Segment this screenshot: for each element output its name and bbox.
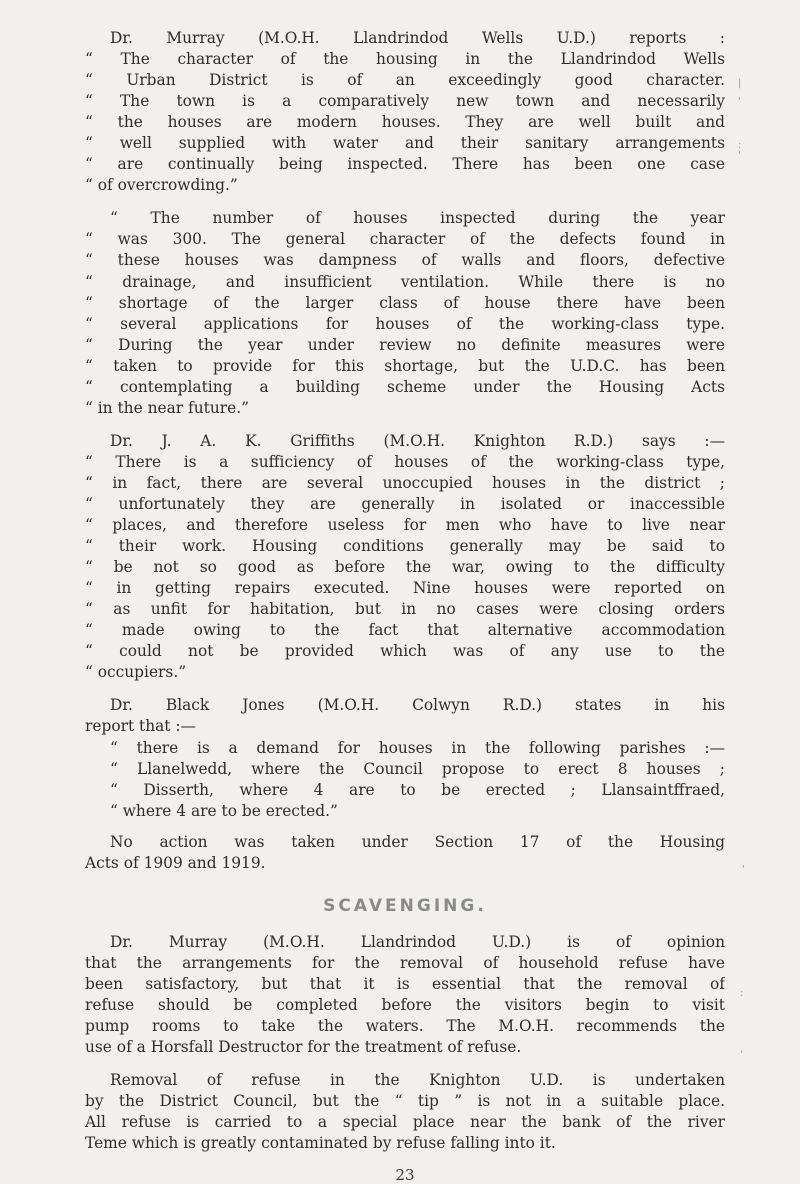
- paragraph-knighton-refuse: [85, 1070, 725, 1154]
- text-line: by the District Council, but the “ tip ” is not in a suitable place.: [85, 1092, 725, 1111]
- text-line: “ The town is a comparatively new town and necessarily: [85, 92, 725, 111]
- text-line: “ There is a sufficiency of houses of the working-class type,: [85, 452, 725, 471]
- paragraph-murray-housing: [85, 28, 725, 196]
- text-line: All refuse is carried to a special place near the bank of the river: [85, 1113, 725, 1132]
- text-line: “ several applications for houses of the working-class type.: [85, 314, 725, 333]
- text-line: Dr. J. A. K. Griffiths (M.O.H. Knighton R.D.) says :—: [110, 431, 725, 450]
- margin-tick-mark: ': [738, 150, 741, 161]
- text-line: “ in the near future.”: [85, 398, 249, 417]
- margin-tick-mark: ,: [740, 1044, 744, 1055]
- text-line: Dr. Murray (M.O.H. Llandrindod Wells U.D.) reports :: [110, 29, 725, 47]
- text-line: “ taken to provide for this shortage, but the U.D.C. has been: [85, 356, 725, 375]
- text-line: “ of overcrowding.”: [85, 176, 238, 195]
- text-line: “ occupiers.”: [85, 663, 187, 682]
- paragraph-housing-acts: [85, 832, 725, 874]
- text-line: “ the houses are modern houses. They are well built and: [85, 113, 725, 132]
- text-line: use of a Horsfall Destructor for the treatment of refuse.: [85, 1038, 522, 1057]
- page-number: 23: [395, 1166, 415, 1184]
- text-line: been satisfactory, but that it is essential that the removal of: [85, 974, 725, 993]
- paragraph-griffiths-knighton: [85, 431, 725, 684]
- text-line: “ drainage, and insufficient ventilation. While there is no: [85, 272, 725, 291]
- document-page: [85, 28, 725, 1184]
- margin-tick-mark: :: [740, 988, 744, 999]
- text-line: “ their work. Housing conditions generally may be said to: [85, 537, 725, 556]
- text-line: “ was 300. The general character of the defects found in: [85, 230, 725, 249]
- text-line: “ The character of the housing in the Llandrindod Wells: [85, 50, 725, 69]
- text-line: “ made owing to the fact that alternative accommodation: [85, 621, 725, 640]
- section-heading-scavenging: SCAVENGING.: [323, 895, 487, 916]
- text-line: “ Urban District is of an exceedingly good character.: [85, 71, 725, 90]
- text-line: “ where 4 are to be erected.”: [110, 801, 338, 820]
- text-line: refuse should be completed before the visitors begin to visit: [85, 995, 725, 1014]
- text-line: “ shortage of the larger class of house there have been: [85, 293, 725, 312]
- text-line: “ in fact, there are several unoccupied houses in the district ;: [85, 473, 725, 492]
- text-line: “ these houses was dampness of walls and floors, defective: [85, 251, 725, 270]
- text-line: “ contemplating a building scheme under the Housing Acts: [85, 377, 725, 396]
- margin-tick-mark: |: [738, 78, 742, 89]
- text-line: “ in getting repairs executed. Nine houses were reported on: [85, 579, 725, 598]
- text-line: “ could not be provided which was of any use to the: [85, 642, 725, 661]
- text-line: Dr. Black Jones (M.O.H. Colwyn R.D.) states in his: [110, 696, 725, 715]
- text-line: Dr. Murray (M.O.H. Llandrindod U.D.) is of opinion: [110, 932, 725, 951]
- margin-tick-mark: :: [738, 140, 742, 151]
- text-line: pump rooms to take the waters. The M.O.H. recommends the: [85, 1016, 725, 1035]
- text-line: Teme which is greatly contaminated by refuse falling into it.: [85, 1134, 556, 1153]
- text-line: Removal of refuse in the Knighton U.D. is undertaken: [110, 1071, 725, 1090]
- text-line: that the arrangements for the removal of household refuse have: [85, 953, 725, 972]
- margin-tick-mark: ': [742, 864, 745, 875]
- text-line: “ there is a demand for houses in the following parishes :—: [110, 738, 725, 757]
- text-line: “ places, and therefore useless for men who have to live near: [85, 516, 725, 535]
- margin-tick-mark: ': [738, 96, 741, 107]
- text-line: “ as unfit for habitation, but in no cases were closing orders: [85, 600, 725, 619]
- text-line: No action was taken under Section 17 of the Housing: [110, 832, 725, 851]
- paragraph-houses-inspected: [85, 208, 725, 418]
- text-line: “ are continually being inspected. There has been one case: [85, 155, 725, 174]
- paragraph-black-jones-colwyn: [85, 695, 725, 821]
- text-line: “ Disserth, where 4 are to be erected ; Llansaintffraed,: [110, 780, 725, 799]
- text-line: Acts of 1909 and 1919.: [85, 853, 266, 872]
- text-line: “ well supplied with water and their sanitary arrangements: [85, 134, 725, 153]
- text-line: “ Llanelwedd, where the Council propose to erect 8 houses ;: [110, 759, 725, 778]
- text-line: report that :—: [85, 717, 196, 736]
- text-line: “ During the year under review no definite measures were: [85, 335, 725, 354]
- text-line: “ The number of houses inspected during the year: [110, 209, 725, 228]
- text-line: “ unfortunately they are generally in isolated or inaccessible: [85, 494, 725, 513]
- text-line: “ be not so good as before the war, owing to the difficulty: [85, 558, 725, 577]
- paragraph-murray-refuse: [85, 932, 725, 1058]
